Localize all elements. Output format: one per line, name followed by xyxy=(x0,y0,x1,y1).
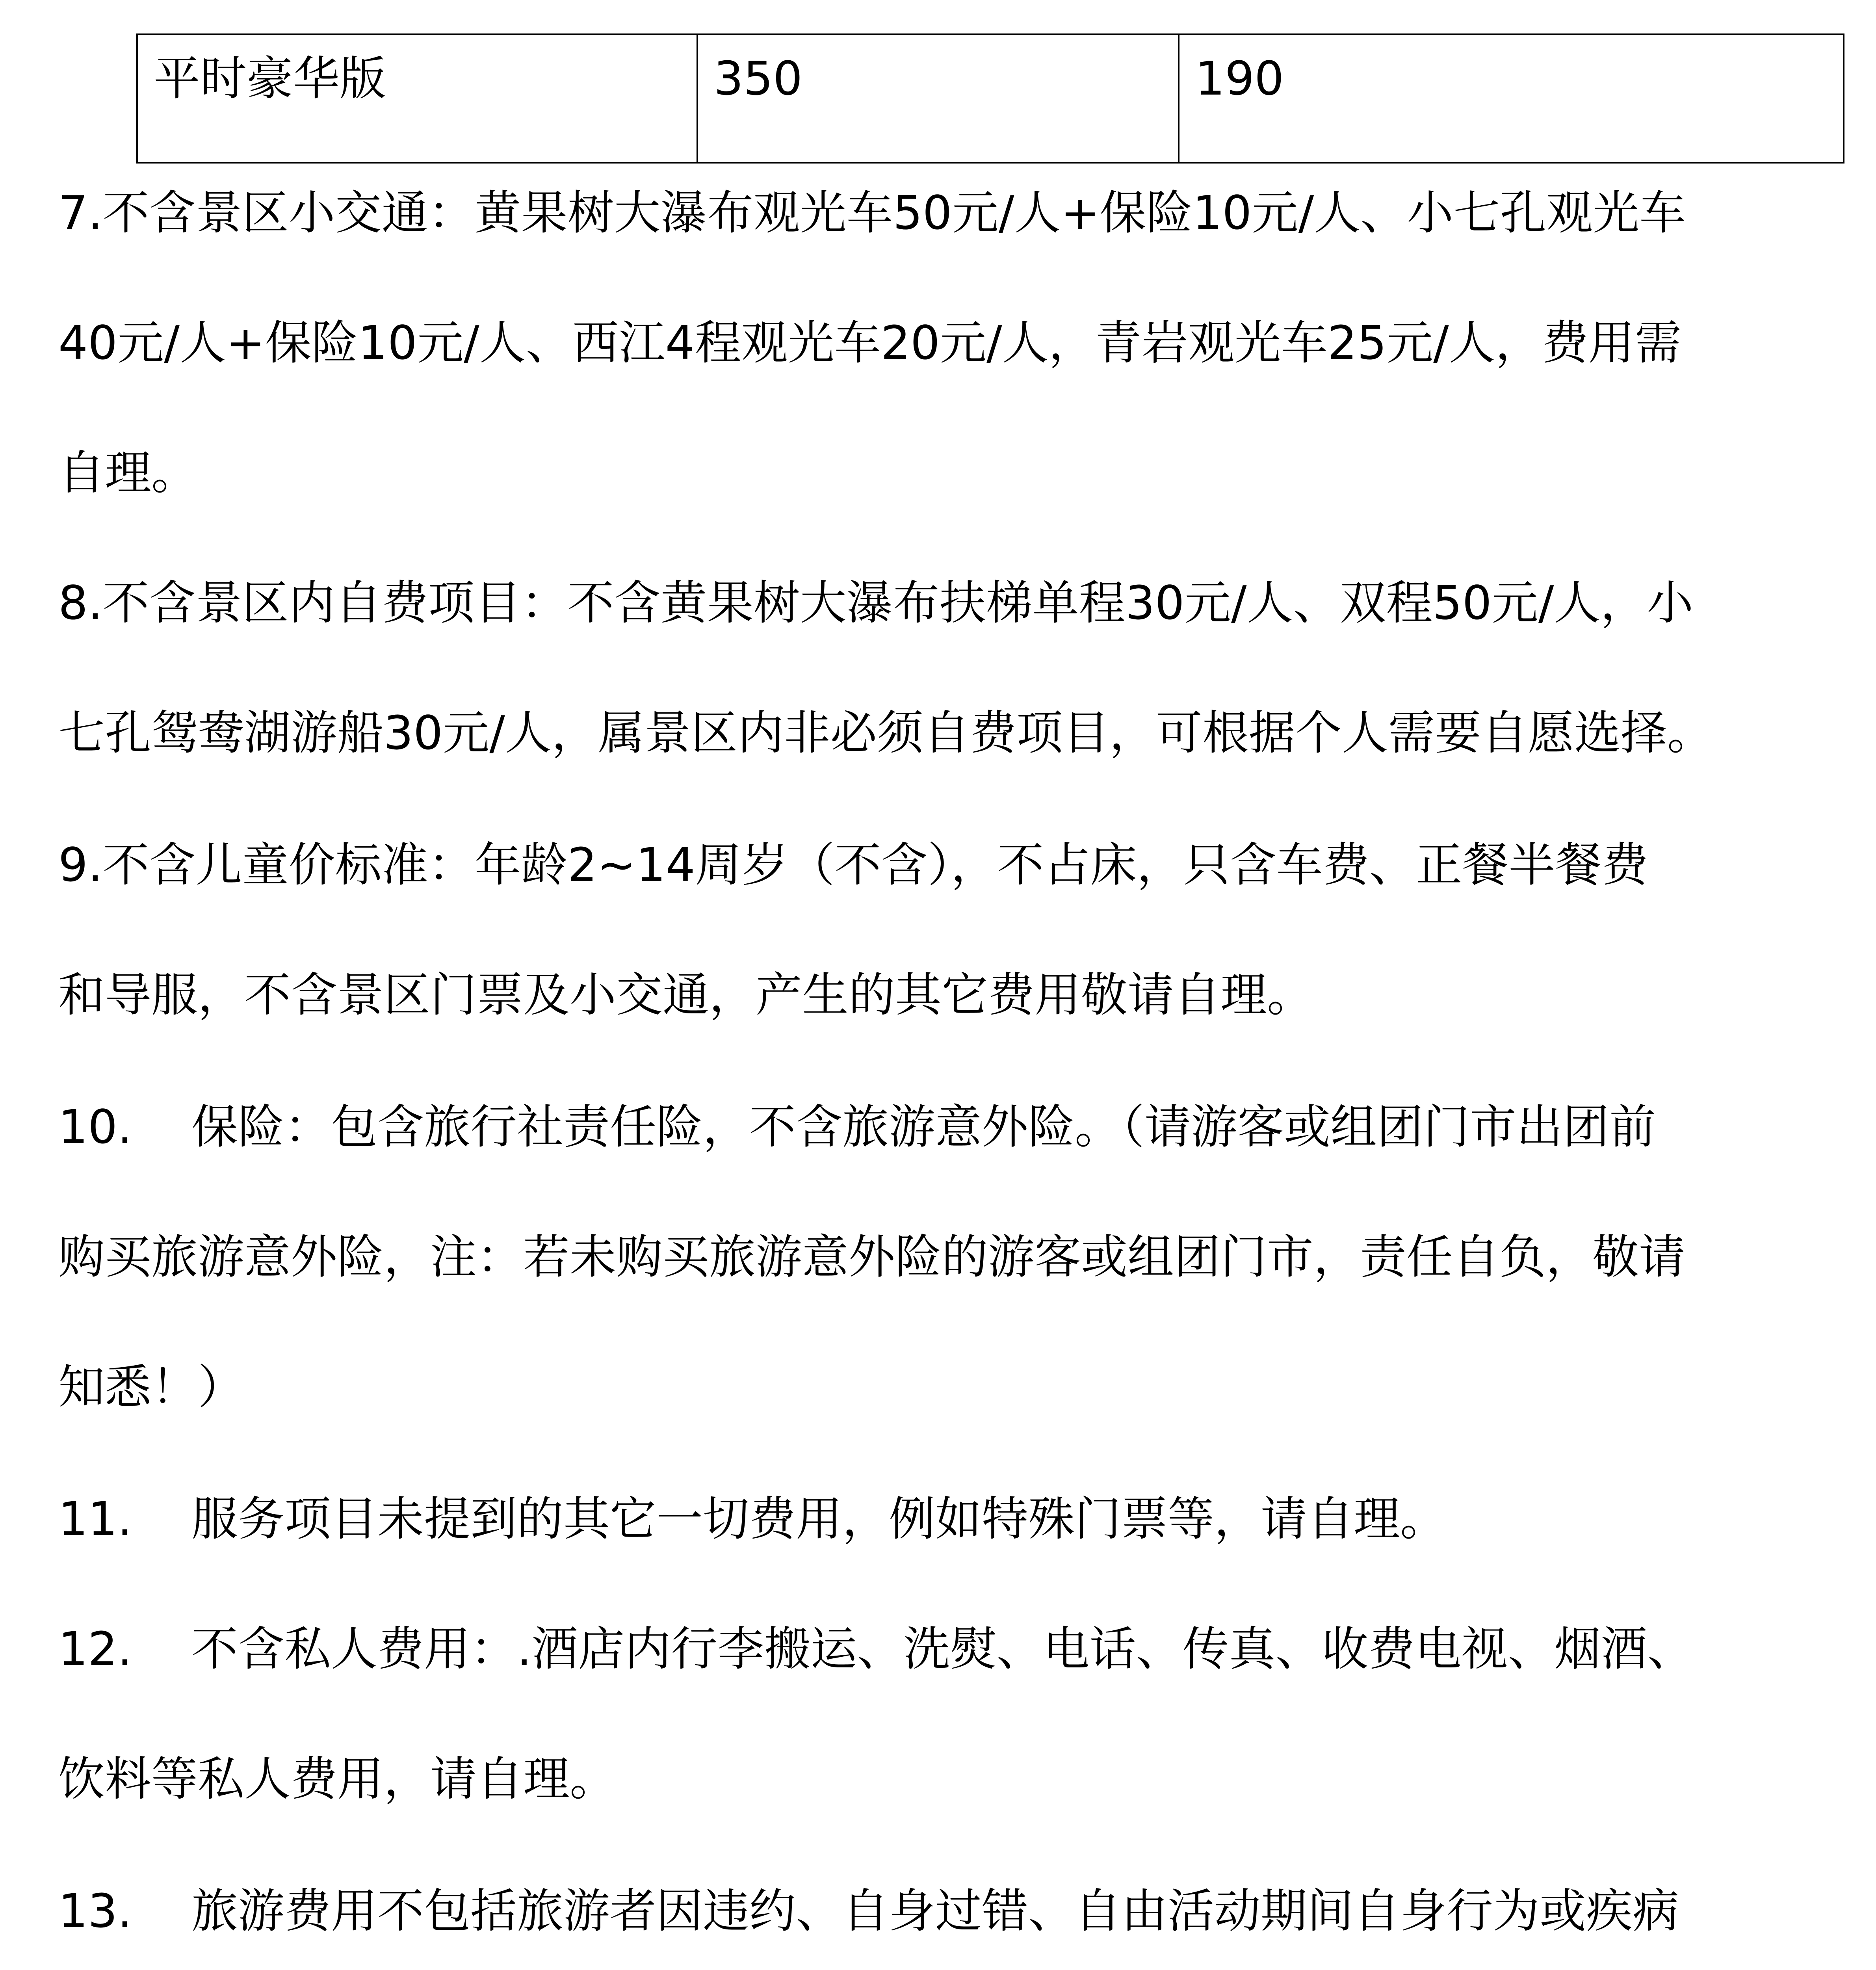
item-number: 11. xyxy=(58,1492,132,1546)
table-cell-version: 平时豪华版 xyxy=(137,34,697,163)
item-11-line-1 xyxy=(58,1491,1447,1546)
item-text: 服务项目未提到的其它一切费用，例如特殊门票等，请自理。 xyxy=(191,1492,1447,1546)
item-9-line-2: 和导服，不含景区门票及小交通，产生的其它费用敬请自理。 xyxy=(58,968,1314,1022)
item-text: 保险：包含旅行社责任险，不含旅游意外险。（请游客或组团门市出团前 xyxy=(191,1100,1656,1154)
item-9-line-1: 9.不含儿童价标准：年龄2~14周岁（不含），不占床，只含车费、正餐半餐费 xyxy=(58,838,1648,892)
item-text: 不含私人费用：.酒店内行李搬运、洗熨、电话、传真、收费电视、烟酒、 xyxy=(191,1622,1694,1676)
item-number: 12. xyxy=(58,1622,132,1676)
table-cell-price-1: 350 xyxy=(697,34,1179,163)
item-8-line-2: 七孔鸳鸯湖游船30元/人，属景区内非必须自费项目，可根据个人需要自愿选择。 xyxy=(58,706,1714,760)
item-12-line-1 xyxy=(58,1621,1694,1676)
table-row xyxy=(137,34,1844,163)
item-8-line-1: 8.不含景区内自费项目：不含黄果树大瀑布扶梯单程30元/人、双程50元/人，小 xyxy=(58,576,1694,630)
item-7-line-2: 40元/人+保险10元/人、西江4程观光车20元/人，青岩观光车25元/人，费用需 xyxy=(58,316,1681,370)
item-number: 10. xyxy=(58,1100,132,1154)
item-number: 13. xyxy=(58,1884,132,1938)
item-10-line-2: 购买旅游意外险，注：若未购买旅游意外险的游客或组团门市，责任自负，敬请 xyxy=(58,1230,1686,1284)
price-table xyxy=(136,33,1844,164)
item-10-line-3: 知悉！） xyxy=(58,1360,245,1414)
item-7-line-1: 7.不含景区小交通：黄果树大瀑布观光车50元/人+保险10元/人、小七孔观光车 xyxy=(58,186,1686,240)
item-10-line-1 xyxy=(58,1099,1656,1154)
item-13-line-1 xyxy=(58,1883,1679,1938)
item-text: 旅游费用不包括旅游者因违约、自身过错、自由活动期间自身行为或疾病 xyxy=(191,1884,1679,1938)
table-cell-price-2: 190 xyxy=(1179,34,1844,163)
item-7-line-3: 自理。 xyxy=(58,446,198,500)
item-12-line-2: 饮料等私人费用，请自理。 xyxy=(58,1752,617,1806)
